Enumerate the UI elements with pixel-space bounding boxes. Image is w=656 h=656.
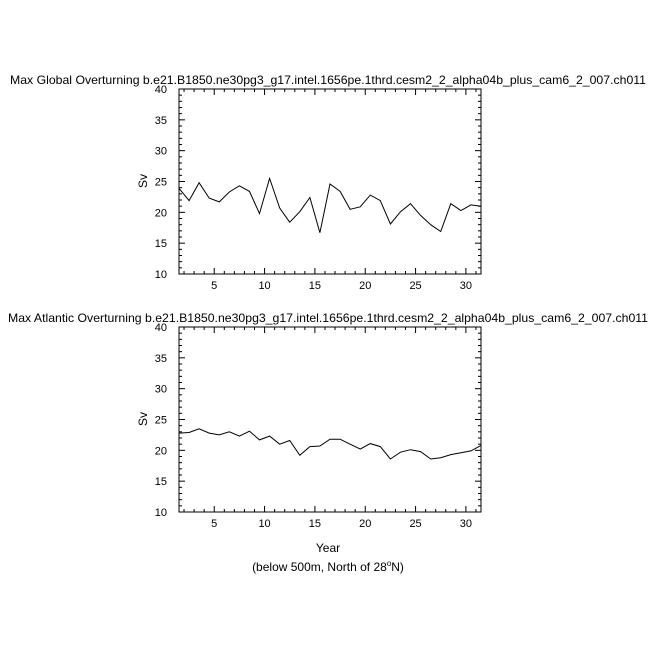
atlantic-ytick-label: 25 bbox=[154, 414, 167, 427]
atlantic-ytick-label: 15 bbox=[154, 476, 167, 489]
atlantic-ytick-label: 30 bbox=[154, 383, 167, 396]
panel-atlantic-xlabel: Year bbox=[315, 541, 341, 555]
global-ytick-label: 20 bbox=[154, 207, 167, 220]
atlantic-ytick-label: 40 bbox=[154, 322, 167, 334]
atlantic-xtick-label: 10 bbox=[258, 518, 271, 530]
global-ytick-label: 25 bbox=[154, 176, 167, 189]
panel-global-title: Max Global Overturning b.e21.B1850.ne30pg3_g17.intel.1656pe.1thrd.cesm2_2_alpha04b_plus_cam6_2_007.ch011 bbox=[10, 73, 647, 87]
panel-global-ylabel: Sv bbox=[136, 173, 150, 189]
global-ytick-label: 15 bbox=[154, 238, 167, 251]
footnote-sup: o bbox=[386, 559, 392, 568]
global-ytick-label: 40 bbox=[154, 84, 167, 96]
global-ytick-label: 35 bbox=[154, 114, 167, 127]
panel-atlantic-title: Max Atlantic Overturning b.e21.B1850.ne30pg3_g17.intel.1656pe.1thrd.cesm2_2_alpha04b_plus_cam6_2_007.ch011 bbox=[8, 311, 649, 325]
atlantic-ytick-label: 20 bbox=[154, 445, 167, 458]
global-xtick-label: 20 bbox=[359, 280, 372, 292]
global-ytick-label: 10 bbox=[154, 269, 167, 281]
footnote-suffix: N) bbox=[391, 560, 404, 574]
atlantic-xtick-label: 20 bbox=[359, 518, 372, 530]
panel-atlantic-ylabel: Sv bbox=[136, 411, 150, 427]
atlantic-ytick-label: 10 bbox=[154, 507, 167, 519]
global-xtick-label: 10 bbox=[258, 280, 271, 292]
atlantic-ytick-label: 35 bbox=[154, 352, 167, 365]
footnote bbox=[252, 559, 404, 574]
global-xtick-label: 30 bbox=[459, 280, 473, 292]
global-xtick-label: 25 bbox=[409, 280, 422, 292]
global-xtick-label: 5 bbox=[211, 280, 218, 292]
atlantic-xtick-label: 5 bbox=[211, 518, 218, 530]
global-xtick-label: 15 bbox=[308, 280, 322, 292]
global-ytick-label: 30 bbox=[154, 145, 167, 158]
footnote-prefix: (below 500m, North of 28 bbox=[252, 560, 387, 574]
atlantic-xtick-label: 15 bbox=[308, 518, 322, 530]
atlantic-xtick-label: 30 bbox=[459, 518, 473, 530]
atlantic-xtick-label: 25 bbox=[409, 518, 422, 530]
